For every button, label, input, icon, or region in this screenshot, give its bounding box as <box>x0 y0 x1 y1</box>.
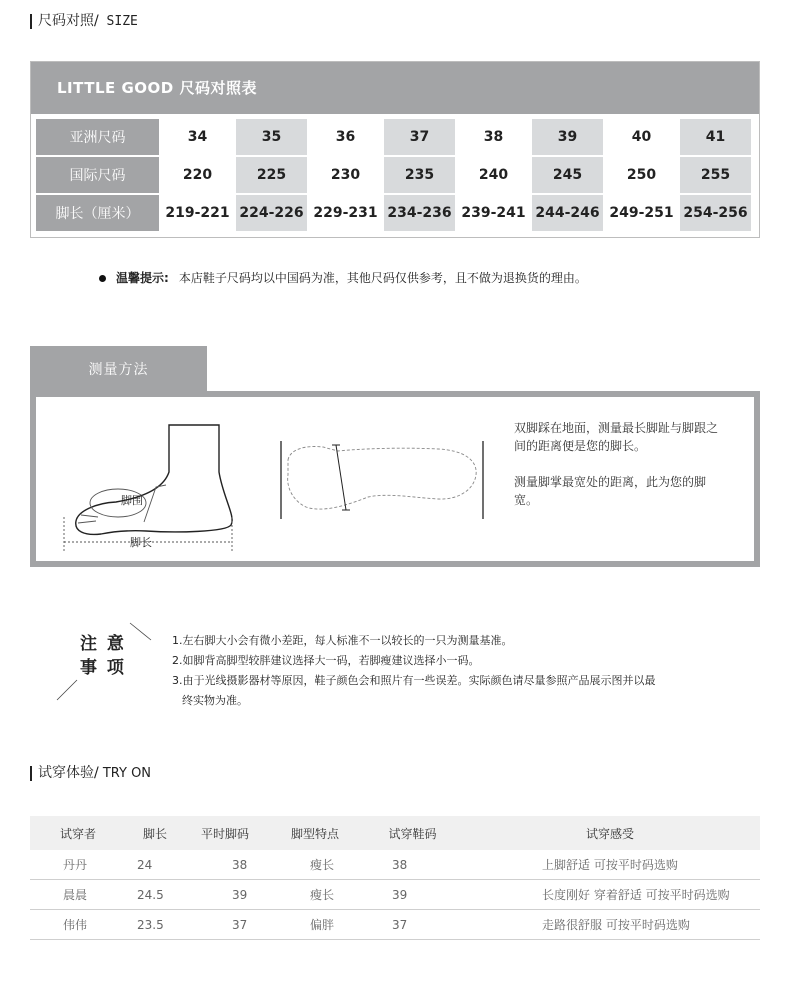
table-cell: 丹丹 <box>63 858 88 872</box>
bullet-icon <box>99 275 106 282</box>
table-cell: 39 <box>232 887 248 902</box>
header-cell: 试穿鞋码 <box>388 826 437 841</box>
size-cell: 39 <box>532 119 603 155</box>
size-row-international <box>36 157 754 193</box>
measure-length-text: 双脚踩在地面，测量最长脚趾与脚跟之间的距离便是您的脚长。 <box>514 421 719 453</box>
table-row <box>30 910 760 940</box>
size-section-title <box>30 14 138 29</box>
size-cell: 250 <box>606 157 677 193</box>
size-cell: 240 <box>458 157 529 193</box>
note-item: 3.由于光线摄影器材等原因，鞋子颜色会和照片有一些误差。实际颜色请尽量参照产品展示图并以最 <box>172 674 656 687</box>
note-item: 终实物为准。 <box>182 694 248 707</box>
size-cell: 34 <box>162 119 233 155</box>
header-cell: 试穿感受 <box>585 826 634 841</box>
size-chart-table <box>36 119 754 233</box>
table-cell: 38 <box>232 857 248 872</box>
size-cell: 229-231 <box>310 195 381 231</box>
table-cell: 24.5 <box>137 887 164 902</box>
measure-width-text: 测量脚掌最宽处的距离，此为您的脚宽。 <box>514 475 707 507</box>
note-item: 2.如脚背高脚型较胖建议选择大一码，若脚瘦建议选择小一码。 <box>172 654 480 667</box>
size-cell: 220 <box>162 157 233 193</box>
size-cell: 36 <box>310 119 381 155</box>
foot-top-icon <box>278 435 488 525</box>
size-cell: 239-241 <box>458 195 529 231</box>
size-cell: 230 <box>310 157 381 193</box>
size-cell: 224-226 <box>236 195 307 231</box>
table-cell: 37 <box>232 917 248 932</box>
size-cell: 40 <box>606 119 677 155</box>
table-cell: 偏胖 <box>310 918 335 932</box>
size-title-en: SIZE <box>98 14 138 29</box>
header-cell: 脚型特点 <box>290 826 339 841</box>
notes-title-line1: 注 意 <box>80 634 126 654</box>
table-cell: 38 <box>392 857 408 872</box>
measure-content <box>36 397 754 561</box>
table-header <box>30 816 760 850</box>
size-title-cn: 尺码对照/ <box>38 13 99 29</box>
notes-title-line2: 事 项 <box>80 658 126 678</box>
size-tip <box>99 269 587 286</box>
size-cell: 255 <box>680 157 751 193</box>
size-cell: 244-246 <box>532 195 603 231</box>
size-cell: 37 <box>384 119 455 155</box>
table-cell: 晨晨 <box>63 888 88 902</box>
size-cell: 249-251 <box>606 195 677 231</box>
tryon-title-cn: 试穿体验/ <box>38 765 99 781</box>
size-row-asian <box>36 119 754 155</box>
table-cell: 走路很舒服 可按平时码选购 <box>542 918 690 932</box>
size-cell: 254-256 <box>680 195 751 231</box>
size-chart <box>30 61 760 238</box>
size-chart-header: LITTLE GOOD 尺码对照表 <box>31 62 759 114</box>
size-cell: 245 <box>532 157 603 193</box>
table-cell: 24 <box>137 857 153 872</box>
table-cell: 23.5 <box>137 917 164 932</box>
header-cell: 脚长 <box>142 826 167 841</box>
tip-text: 本店鞋子尺码均以中国码为准，其他尺码仅供参考，且不做为退换货的理由。 <box>178 271 587 285</box>
row-label: 脚长（厘米） <box>36 195 159 231</box>
table-row <box>30 850 760 880</box>
table-cell: 瘦长 <box>310 858 335 872</box>
header-cell: 试穿者 <box>60 826 97 841</box>
table-cell: 37 <box>392 917 408 932</box>
notes-list <box>172 631 752 711</box>
size-cell: 235 <box>384 157 455 193</box>
foot-girth-label: 脚围 <box>121 494 143 507</box>
measure-tab: 测量方法 <box>30 346 207 391</box>
table-cell: 39 <box>392 887 408 902</box>
foot-length-label: 脚长 <box>130 536 152 549</box>
size-cell: 41 <box>680 119 751 155</box>
tryon-table <box>30 816 760 940</box>
size-cell: 219-221 <box>162 195 233 231</box>
tryon-section-title <box>30 766 151 781</box>
table-cell: 上脚舒适 可按平时码选购 <box>542 858 678 872</box>
tip-label: 温馨提示: <box>116 271 169 285</box>
measure-panel <box>30 391 760 567</box>
table-cell: 伟伟 <box>63 918 88 932</box>
size-row-foot-length <box>36 195 754 231</box>
row-label: 国际尺码 <box>36 157 159 193</box>
note-item: 1.左右脚大小会有微小差距，每人标准不一以较长的一只为测量基准。 <box>172 634 513 647</box>
tryon-title-en: TRY ON <box>98 766 152 781</box>
size-cell: 38 <box>458 119 529 155</box>
table-row <box>30 880 760 910</box>
size-cell: 234-236 <box>384 195 455 231</box>
foot-side-icon <box>56 407 256 567</box>
header-cell: 平时脚码 <box>200 826 249 841</box>
size-cell: 225 <box>236 157 307 193</box>
notes-title <box>80 632 126 680</box>
size-cell: 35 <box>236 119 307 155</box>
table-cell: 瘦长 <box>310 888 335 902</box>
table-cell: 长度刚好 穿着舒适 可按平时码选购 <box>542 888 730 902</box>
row-label: 亚洲尺码 <box>36 119 159 155</box>
